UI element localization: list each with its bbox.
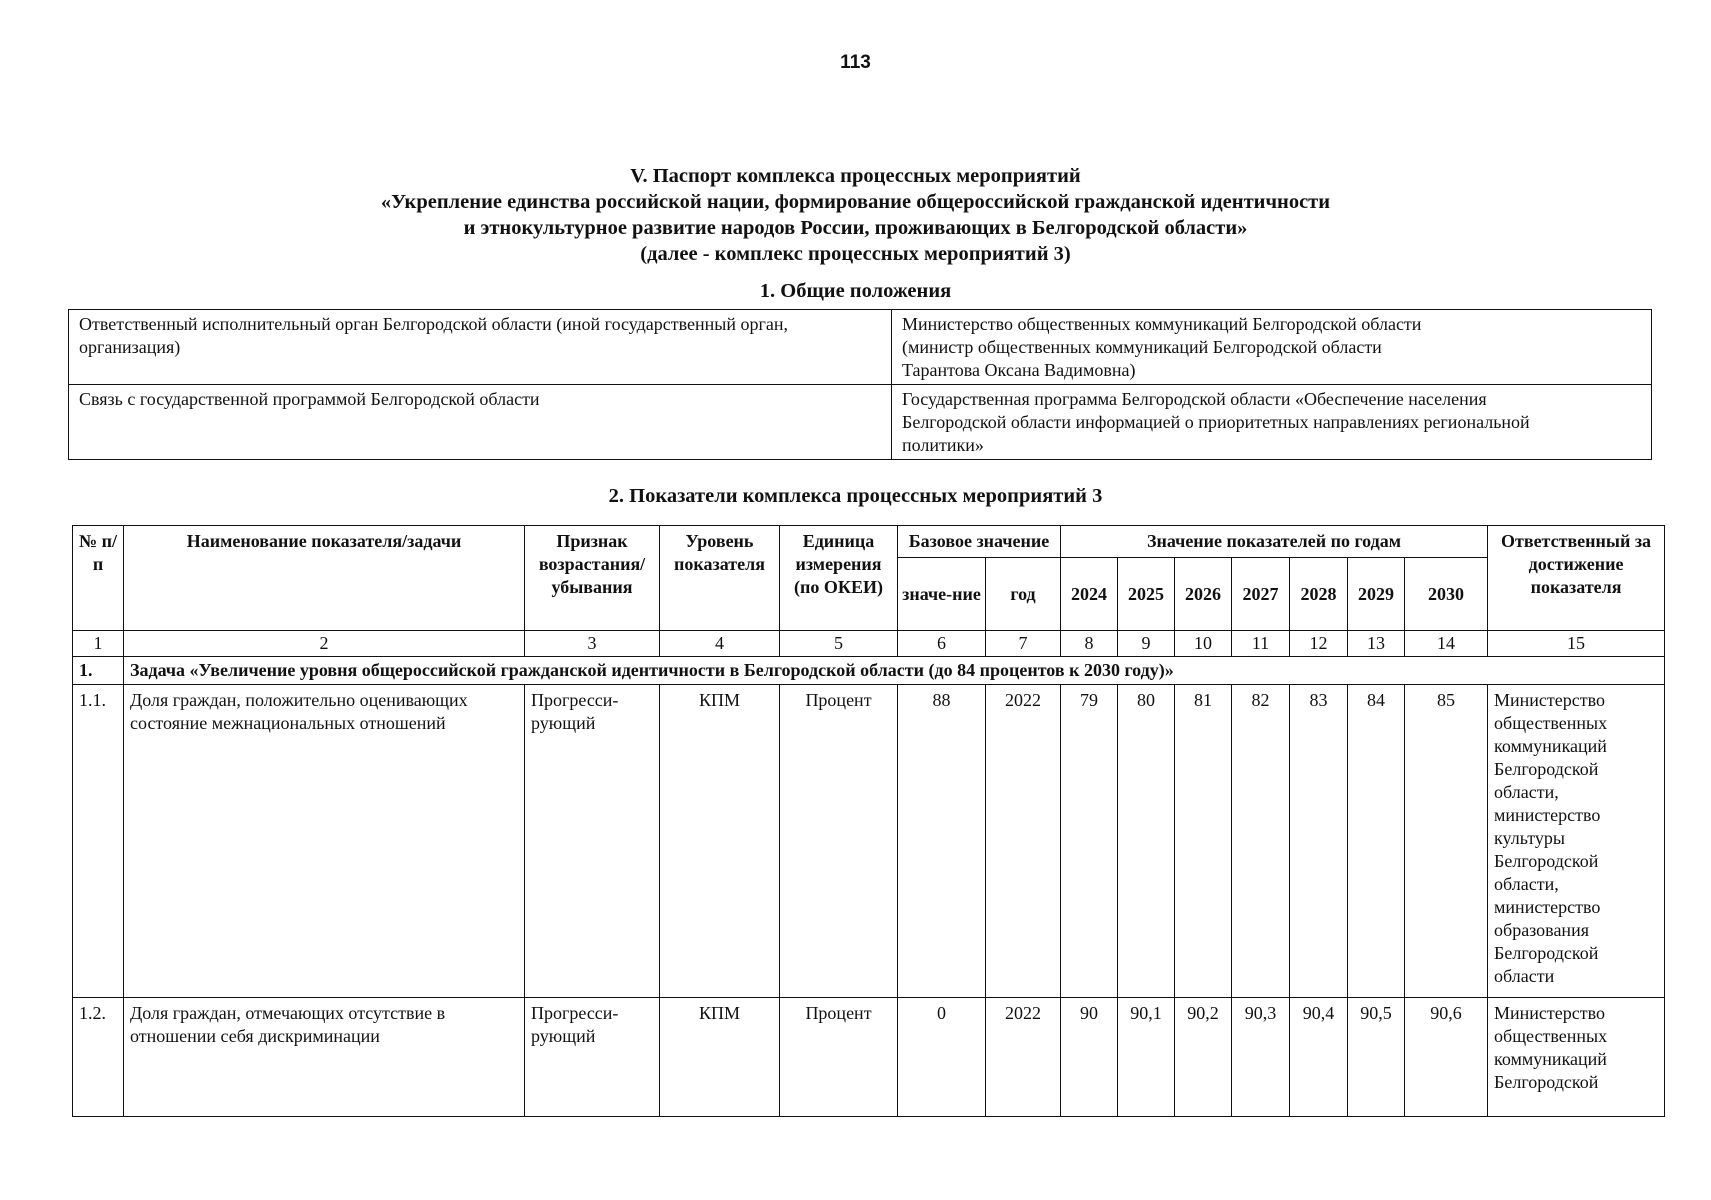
title-line-1: V. Паспорт комплекса процессных мероприятий xyxy=(630,165,1081,187)
header-name: Наименование показателя/задачи xyxy=(124,526,525,631)
task-num: 1. xyxy=(73,657,124,685)
indicator-sign: Прогресси-рующий xyxy=(525,998,660,1117)
column-number: 13 xyxy=(1348,631,1405,657)
responsible-body-label: Ответственный исполнительный орган Белгородской области (иной государственный орган, организация) xyxy=(69,310,892,385)
header-level: Уровень показателя xyxy=(660,526,780,631)
responsible-entity: Министерство общественных коммуникаций Белгородской области, министерство культуры Белгородской области, министерство образования Белгородской области xyxy=(1488,685,1665,998)
document-title xyxy=(0,163,1711,267)
header-year: 2027 xyxy=(1232,558,1290,631)
base-value: 88 xyxy=(898,685,986,998)
header-years-group: Значение показателей по годам xyxy=(1061,526,1488,558)
year-value: 85 xyxy=(1405,685,1488,998)
year-value: 84 xyxy=(1348,685,1405,998)
header-num: № п/п xyxy=(73,526,124,631)
section-1-heading: 1. Общие положения xyxy=(759,280,952,302)
column-number: 14 xyxy=(1405,631,1488,657)
base-year: 2022 xyxy=(986,685,1061,998)
column-number: 12 xyxy=(1290,631,1348,657)
indicator-unit: Процент xyxy=(780,998,898,1117)
page-number: 113 xyxy=(840,52,871,73)
table-row xyxy=(73,685,1665,998)
value-line: Тарантова Оксана Вадимовна) xyxy=(902,360,1136,380)
indicator-unit: Процент xyxy=(780,685,898,998)
column-number: 11 xyxy=(1232,631,1290,657)
column-number: 3 xyxy=(525,631,660,657)
indicator-level: КПМ xyxy=(660,998,780,1117)
year-value: 90 xyxy=(1061,998,1118,1117)
header-base: Базовое значение xyxy=(898,526,1061,558)
value-line: Министерство общественных коммуникаций Белгородской области xyxy=(902,314,1422,334)
column-number: 15 xyxy=(1488,631,1665,657)
header-base-year: год xyxy=(986,558,1061,631)
header-year: 2028 xyxy=(1290,558,1348,631)
row-num: 1.1. xyxy=(73,685,124,998)
table-row xyxy=(69,385,1652,460)
column-number: 4 xyxy=(660,631,780,657)
column-number: 2 xyxy=(124,631,525,657)
value-line: политики» xyxy=(902,435,984,455)
indicator-sign: Прогресси-рующий xyxy=(525,685,660,998)
row-num: 1.2. xyxy=(73,998,124,1117)
column-number: 7 xyxy=(986,631,1061,657)
header-year: 2026 xyxy=(1175,558,1232,631)
year-value: 90,2 xyxy=(1175,998,1232,1117)
year-value: 90,4 xyxy=(1290,998,1348,1117)
header-sign: Признак возрастания/ убывания xyxy=(525,526,660,631)
responsible-entity: Министерство общественных коммуникаций Белгородской xyxy=(1488,998,1665,1117)
responsible-body-value xyxy=(892,310,1652,385)
indicator-level: КПМ xyxy=(660,685,780,998)
title-line-2: «Укрепление единства российской нации, формирование общероссийской гражданской идентичности xyxy=(380,191,1331,213)
year-value: 79 xyxy=(1061,685,1118,998)
value-line: Белгородской области информацией о приоритетных направлениях региональной xyxy=(902,412,1530,432)
year-value: 90,3 xyxy=(1232,998,1290,1117)
task-row xyxy=(73,657,1665,685)
header-year: 2029 xyxy=(1348,558,1405,631)
header-row xyxy=(73,526,1665,558)
header-year: 2025 xyxy=(1118,558,1175,631)
title-line-4: (далее - комплекс процессных мероприятий 3) xyxy=(640,243,1071,265)
task-text: Задача «Увеличение уровня общероссийской гражданской идентичности в Белгородской области (до 84 процентов к 2030 году)» xyxy=(124,657,1665,685)
base-value: 0 xyxy=(898,998,986,1117)
column-number: 8 xyxy=(1061,631,1118,657)
year-value: 80 xyxy=(1118,685,1175,998)
column-number: 9 xyxy=(1118,631,1175,657)
value-line: Государственная программа Белгородской области «Обеспечение населения xyxy=(902,389,1487,409)
indicator-name: Доля граждан, отмечающих отсутствие в отношении себя дискриминации xyxy=(124,998,525,1117)
header-year: 2030 xyxy=(1405,558,1488,631)
program-link-value xyxy=(892,385,1652,460)
table-row xyxy=(69,310,1652,385)
column-number: 10 xyxy=(1175,631,1232,657)
column-numbers-row xyxy=(73,631,1665,657)
table-row xyxy=(73,998,1665,1117)
header-responsible: Ответственный за достижение показателя xyxy=(1488,526,1665,631)
year-value: 90,6 xyxy=(1405,998,1488,1117)
year-value: 82 xyxy=(1232,685,1290,998)
value-line: (министр общественных коммуникаций Белгородской области xyxy=(902,337,1382,357)
header-unit: Единица измерения (по ОКЕИ) xyxy=(780,526,898,631)
year-value: 83 xyxy=(1290,685,1348,998)
header-base-value: значе-ние xyxy=(898,558,986,631)
year-value: 81 xyxy=(1175,685,1232,998)
program-link-label: Связь с государственной программой Белгородской области xyxy=(69,385,892,460)
indicator-name: Доля граждан, положительно оценивающих состояние межнациональных отношений xyxy=(124,685,525,998)
column-number: 5 xyxy=(780,631,898,657)
year-value: 90,1 xyxy=(1118,998,1175,1117)
column-number: 6 xyxy=(898,631,986,657)
base-year: 2022 xyxy=(986,998,1061,1117)
general-provisions-table xyxy=(68,309,1652,460)
column-number: 1 xyxy=(73,631,124,657)
year-value: 90,5 xyxy=(1348,998,1405,1117)
title-line-3: и этнокультурное развитие народов России, проживающих в Белгородской области» xyxy=(463,217,1248,239)
indicators-table xyxy=(72,525,1665,1117)
section-2-heading: 2. Показатели комплекса процессных мероприятий 3 xyxy=(608,485,1103,507)
header-year: 2024 xyxy=(1061,558,1118,631)
